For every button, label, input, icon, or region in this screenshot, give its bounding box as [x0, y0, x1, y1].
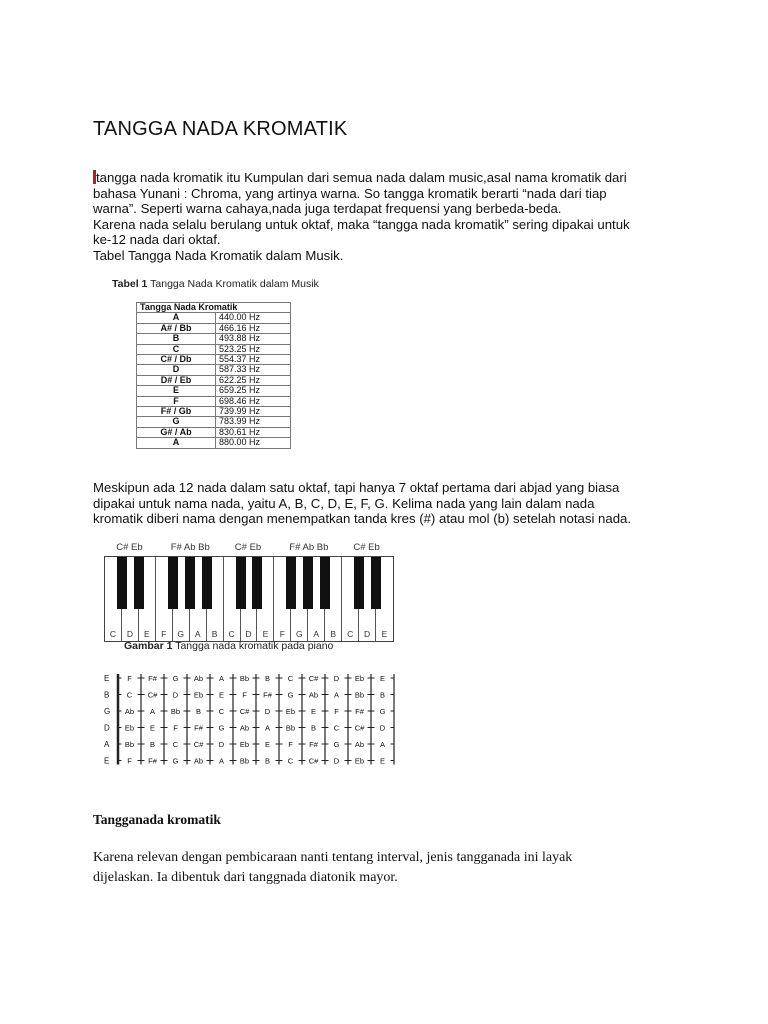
fret-note-label: C# [354, 723, 365, 733]
note-cell: D# / Eb [137, 375, 216, 385]
fret-note-label: E [310, 707, 317, 716]
fret-note-label: D [333, 756, 340, 766]
open-string-label: A [104, 740, 110, 749]
frequency-cell: 523.25 Hz [216, 344, 291, 354]
fret-note-label: G [218, 723, 225, 733]
note-cell: A [137, 438, 216, 448]
frequency-cell: 587.33 Hz [216, 365, 291, 375]
fret-note-label: D [379, 723, 386, 733]
frequency-cell: 622.25 Hz [216, 375, 291, 385]
black-key [320, 557, 330, 609]
fret-note-label: F [242, 690, 247, 700]
fret-note-label: D [172, 690, 179, 700]
frequency-cell: 783.99 Hz [216, 417, 291, 427]
black-key [134, 557, 144, 609]
frequency-cell: 554.37 Hz [216, 355, 291, 365]
fret-note-label: G [333, 740, 340, 749]
piano-keyboard [104, 556, 394, 642]
fret-note-label: F# [263, 690, 272, 700]
note-cell: A [137, 313, 216, 323]
frequency-cell: 739.99 Hz [216, 407, 291, 417]
white-key-label: E [144, 629, 150, 639]
open-string-label: B [104, 690, 110, 700]
fret-note-label: A [264, 723, 271, 733]
table-row [137, 365, 291, 375]
piano-caption-label: Gambar 1 [124, 640, 173, 652]
open-string-label: E [104, 756, 110, 766]
fret-note-label: G [172, 756, 179, 766]
frequency-cell: 880.00 Hz [216, 438, 291, 448]
white-key-label: B [330, 629, 337, 639]
fret-note-label: G [172, 674, 179, 683]
fret-note-label: Eb [193, 690, 204, 700]
white-key-label: B [211, 629, 218, 639]
text-line: Meskipun ada 12 nada dalam satu oktaf, tapi hanya 7 oktaf pertama dari abjad yang biasa [93, 480, 620, 495]
fret-note-label: C [218, 707, 225, 716]
fret-note-label: A [379, 740, 386, 749]
table-header: Tangga Nada Kromatik [137, 303, 291, 313]
note-cell: F [137, 396, 216, 406]
note-cell: G [137, 417, 216, 427]
fret-note-label: Ab [193, 674, 204, 683]
closing-paragraph [93, 848, 653, 888]
table-row [137, 396, 291, 406]
note-cell: C# / Db [137, 355, 216, 365]
fret-note-label: B [149, 740, 156, 749]
table-row [137, 386, 291, 396]
fret-note-label: C# [308, 756, 319, 766]
white-key-label: C [109, 629, 117, 639]
white-key-label: D [126, 629, 133, 639]
intro-paragraph [93, 170, 713, 264]
fret-note-label: Bb [239, 756, 250, 766]
piano-caption-text: Tangga nada kromatik pada piano [175, 640, 334, 652]
fret-note-label: A [149, 707, 156, 716]
table-caption [112, 278, 328, 290]
white-key-label: G [296, 629, 303, 639]
page-title: TANGGA NADA KROMATIK [93, 118, 348, 140]
text-line: dipakai untuk nama nada, yaitu A, B, C, D, E, F, G. Kelima nada yang lain dalam nada [93, 495, 595, 511]
fret-note-label: F [127, 674, 132, 683]
fret-note-label: C# [308, 674, 319, 683]
fret-note-label: F# [194, 723, 203, 733]
note-cell: D [137, 365, 216, 375]
black-key [252, 557, 262, 609]
fret-note-label: Bb [239, 674, 250, 683]
table-caption-text: Tangga Nada Kromatik dalam Musik [150, 278, 319, 290]
fret-note-label: F# [148, 756, 157, 766]
fret-note-label: C [126, 690, 133, 700]
fretboard-diagram [100, 672, 400, 770]
fret-note-label: Eb [285, 707, 296, 716]
frequency-cell: 830.61 Hz [216, 427, 291, 437]
piano-caption [124, 640, 333, 652]
black-key [371, 557, 381, 609]
black-key [185, 557, 195, 609]
fret-note-label: D [218, 740, 225, 749]
open-string-label: D [104, 723, 110, 733]
white-key-label: F [161, 629, 167, 639]
fret-note-label: Ab [354, 740, 365, 749]
text-line: Karena relevan dengan pembicaraan nanti tentang interval, jenis tangganada ini layak [93, 850, 573, 865]
fret-note-label: G [379, 707, 386, 716]
fret-note-label: E [149, 723, 156, 733]
fret-note-label: C [333, 723, 340, 733]
black-key [286, 557, 296, 609]
frequency-table [136, 302, 291, 449]
fret-note-label: Eb [354, 756, 365, 766]
text-line: ke-12 nada dari oktaf. [93, 232, 221, 248]
black-key [168, 557, 178, 609]
table-row [137, 407, 291, 417]
fret-note-label: E [218, 690, 225, 700]
accidental-label: F# Ab Bb [289, 542, 329, 553]
table-row [137, 355, 291, 365]
white-key-label: C [228, 629, 235, 639]
frequency-cell: 659.25 Hz [216, 386, 291, 396]
note-cell: E [137, 386, 216, 396]
accidental-labels [100, 542, 400, 554]
fret-note-label: F [288, 740, 293, 749]
text-line: Tabel Tangga Nada Kromatik dalam Musik. [93, 247, 344, 263]
fret-note-label: Bb [354, 690, 365, 700]
fret-note-label: C [287, 674, 294, 683]
fret-note-label: B [195, 707, 202, 716]
fret-note-label: F# [309, 740, 318, 749]
white-key-label: A [194, 629, 201, 639]
text-line: kromatik diberi nama dengan menempatkan tanda kres (#) atau mol (b) setelah notasi nada. [93, 511, 632, 527]
text-line-content: tangga nada kromatik itu Kumpulan dari semua nada dalam music,asal nama kromatik dari [96, 170, 627, 185]
fret-note-label: E [379, 674, 386, 683]
white-key-label: A [313, 629, 320, 639]
frequency-table-figure [112, 278, 328, 468]
note-cell: A# / Bb [137, 323, 216, 333]
fret-note-label: Eb [239, 740, 250, 749]
accidental-label: F# Ab Bb [170, 542, 210, 553]
black-key [202, 557, 212, 609]
black-key [236, 557, 246, 609]
fret-note-label: B [310, 723, 317, 733]
fret-note-label: C# [239, 707, 250, 716]
fret-note-label: C [172, 740, 179, 749]
fret-note-label: Ab [308, 690, 319, 700]
text-line: warna”. Seperti warna cahaya,nada juga terdapat frequensi yang berbeda-beda. [93, 201, 562, 217]
black-key [354, 557, 364, 609]
fret-note-label: F# [148, 674, 157, 683]
table-row [137, 334, 291, 344]
fret-note-label: Eb [354, 674, 365, 683]
text-line: bahasa Yunani : Chroma, yang artinya warna. So tangga kromatik berarti “nada dari tiap [93, 185, 607, 201]
white-key-label: F [279, 629, 285, 639]
text-line: Karena nada selalu berulang untuk oktaf, maka “tangga nada kromatik” sering dipakai untuk [93, 216, 630, 232]
fret-note-label: G [287, 690, 294, 700]
open-string-label: G [104, 707, 111, 716]
piano-figure [100, 540, 400, 660]
frequency-cell: 493.88 Hz [216, 334, 291, 344]
note-cell: C [137, 344, 216, 354]
fret-note-label: E [264, 740, 271, 749]
accidental-label: C# Eb [353, 542, 380, 553]
fret-note-label: A [218, 756, 225, 766]
table-row [137, 344, 291, 354]
fret-note-label: A [218, 674, 225, 683]
open-string-label: E [104, 674, 110, 683]
fret-note-label: C# [147, 690, 158, 700]
accidental-label: C# Eb [234, 542, 262, 553]
fret-note-label: Ab [124, 707, 135, 716]
fret-note-label: Ab [239, 723, 250, 733]
white-key-label: E [262, 629, 269, 639]
fret-note-label: D [264, 707, 271, 716]
fret-note-label: B [379, 690, 386, 700]
white-key-label: E [381, 629, 388, 639]
table-row [137, 438, 291, 448]
text-line: dijelaskan. Ia dibentuk dari tanggnada diatonik mayor. [93, 870, 398, 885]
section-heading: Tangganada kromatik [93, 812, 221, 827]
fret-note-label: B [264, 756, 271, 766]
fret-note-label: Bb [170, 707, 181, 716]
fret-note-label: B [264, 674, 271, 683]
fret-note-label: C# [193, 740, 204, 749]
table-row [137, 427, 291, 437]
frequency-cell: 466.16 Hz [216, 323, 291, 333]
fret-note-label: Ab [193, 756, 204, 766]
fret-note-label: Bb [124, 740, 135, 749]
fret-note-label: F [173, 723, 178, 733]
table-body [137, 313, 291, 448]
note-cell: G# / Ab [137, 427, 216, 437]
frequency-cell: 440.00 Hz [216, 313, 291, 323]
fret-note-label: F# [355, 707, 364, 716]
fret-note-label: Eb [124, 723, 135, 733]
accidental-label: C# Eb [116, 542, 143, 553]
octave-paragraph [93, 480, 713, 527]
fret-note-label: Bb [285, 723, 296, 733]
white-key-label: C [347, 629, 354, 639]
table-row [137, 313, 291, 323]
fret-note-label: A [333, 690, 340, 700]
table-row [137, 323, 291, 333]
black-key [117, 557, 127, 609]
fret-note-label: C [287, 756, 294, 766]
table-caption-label: Tabel 1 [112, 278, 148, 290]
white-key-label: G [177, 629, 185, 639]
note-cell: F# / Gb [137, 407, 216, 417]
note-cell: B [137, 334, 216, 344]
fret-note-label: D [333, 674, 340, 683]
white-key-label: D [364, 629, 371, 639]
frequency-cell: 698.46 Hz [216, 396, 291, 406]
fret-note-label: E [379, 756, 386, 766]
fret-note-label: F [334, 707, 339, 716]
text-line [93, 170, 713, 186]
table-row [137, 375, 291, 385]
fret-note-label: F [127, 756, 132, 766]
white-key-label: D [245, 629, 252, 639]
black-key [303, 557, 313, 609]
fretboard-figure [100, 672, 400, 770]
table-row [137, 417, 291, 427]
